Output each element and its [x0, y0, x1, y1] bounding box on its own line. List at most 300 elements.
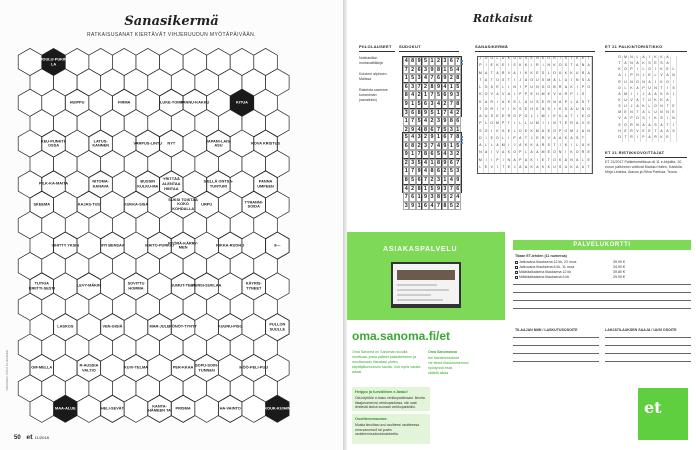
letter-cell: A	[647, 124, 653, 130]
sudoku-cell: 9	[443, 75, 447, 82]
letter-cell: L	[546, 72, 552, 79]
sudoku-cell: 3	[436, 118, 440, 125]
letter-cell: R	[569, 122, 575, 129]
letter-cell: R	[541, 144, 547, 151]
letter-cell: V	[581, 122, 587, 129]
section-rule	[359, 51, 395, 52]
letter-cell: E	[535, 72, 541, 79]
hex-clue: MAR-JULE	[149, 323, 170, 329]
section-palkintoristikko: ET 21 PALKINTORISTIKKO	[605, 44, 663, 49]
letter-cell: M	[478, 159, 484, 166]
letter-cell: I	[575, 86, 581, 93]
sudoku-cell: 4	[417, 126, 421, 133]
sudoku-cell: 5	[430, 109, 434, 116]
letter-cell: T	[552, 144, 558, 151]
subscriber-field[interactable]	[513, 345, 599, 346]
letter-cell: A	[495, 144, 501, 151]
letter-cell: K	[478, 93, 484, 100]
letter-cell: A	[478, 115, 484, 122]
sudoku-cell: 6	[404, 83, 408, 90]
sudoku-cell: 9	[411, 126, 415, 133]
gift-field[interactable]	[605, 337, 691, 338]
letter-cell: O	[617, 56, 623, 62]
letter-cell: K	[629, 87, 635, 93]
price-1: 39,90 €	[613, 260, 625, 264]
sudoku-solution-1	[402, 56, 462, 133]
letter-cell: J	[512, 144, 518, 151]
subscriber-field[interactable]	[513, 353, 599, 354]
letter-cell: A	[569, 137, 575, 144]
puzzle-credit: RISTIKKO: PÄIVI ILLIKAINEN	[5, 350, 9, 391]
letter-cell: T	[586, 101, 592, 108]
sudoku-cell: 3	[436, 176, 440, 183]
letter-cell: A	[535, 151, 541, 158]
letter-cell: O	[586, 86, 592, 93]
letter-cell: K	[558, 115, 564, 122]
sudoku-cell: 9	[430, 134, 434, 140]
letter-cell: I	[489, 159, 495, 166]
letter-cell: L	[518, 101, 524, 108]
letter-cell: L	[512, 130, 518, 137]
hex-clue: KÄYRIS-TYNEET	[245, 280, 262, 291]
letter-cell: T	[478, 108, 484, 115]
letter-cell: A	[665, 56, 671, 62]
sudoku-cell: 1	[456, 126, 460, 133]
letter-cell: T	[665, 105, 671, 111]
letter-cell: N	[653, 87, 659, 93]
order-option-3[interactable]: Määräaikaisena tilauksena 12 kk	[515, 270, 571, 275]
sudoku-cell: 8	[411, 58, 415, 64]
letter-cell: A	[635, 87, 641, 93]
letter-cell: E	[671, 105, 677, 111]
letter-cell: A	[495, 72, 501, 79]
letter-cell: K	[558, 159, 564, 166]
sudoku-cell: 4	[436, 142, 440, 149]
sudoku-cell: 5	[404, 134, 408, 140]
letter-cell: M	[541, 93, 547, 100]
sudoku-cell: 1	[443, 176, 447, 183]
gift-field[interactable]	[605, 353, 691, 354]
address-change-text: Muista ilmoittaa uusi osoitteesi osoitteessa oma.sanoma.fi tai postin osoitteenmuutoslomakkeella.	[355, 423, 420, 437]
letter-cell: L	[501, 86, 507, 93]
letter-cell: U	[518, 57, 524, 64]
letter-cell: R	[629, 124, 635, 130]
sudoku-cell: 6	[449, 159, 453, 166]
subscriber-field-label: TILAAJAN NIMI / LASKUTUSOSOITE	[515, 328, 578, 332]
gift-field[interactable]	[605, 361, 691, 362]
letter-cell: B	[552, 86, 558, 93]
letter-cell: L	[647, 105, 653, 111]
letter-cell: A	[647, 93, 653, 99]
letter-cell: E	[586, 159, 592, 166]
letter-cell: L	[569, 101, 575, 108]
sudoku-cell: 8	[411, 142, 415, 149]
letter-cell: K	[641, 62, 647, 68]
letter-cell: I	[495, 108, 501, 115]
letter-cell: H	[535, 93, 541, 100]
letter-cell: O	[552, 130, 558, 137]
price-2: 34,90 €	[613, 265, 625, 269]
sudoku-cell: 7	[456, 58, 460, 64]
letter-cell: A	[535, 144, 541, 151]
letter-cell: U	[529, 101, 535, 108]
letter-cell: U	[623, 81, 629, 87]
letter-cell: E	[489, 64, 495, 71]
letter-cell: N	[569, 159, 575, 166]
letter-cell: T	[635, 111, 641, 117]
sudoku-cell: 8	[449, 118, 453, 125]
letter-cell: N	[629, 62, 635, 68]
letter-cell: T	[489, 79, 495, 86]
letter-cell: M	[623, 56, 629, 62]
sudoku-cell: 4	[456, 66, 460, 73]
sudoku-cell: 8	[424, 126, 428, 133]
letter-cell: O	[558, 64, 564, 71]
letter-cell: I	[575, 115, 581, 122]
letter-cell: R	[489, 108, 495, 115]
sudoku-cell: 6	[456, 118, 460, 125]
letter-cell: E	[529, 93, 535, 100]
letter-cell: I	[569, 79, 575, 86]
sudoku-cell: 8	[404, 92, 408, 99]
hex-clue: FIRMA	[118, 99, 131, 105]
order-option-2[interactable]: Jatkuvana tilauksena 6 kk, 11 nroa	[515, 265, 574, 270]
letter-cell: I	[671, 124, 677, 130]
sudoku-cell: 3	[411, 159, 415, 166]
letter-cell: P	[563, 101, 569, 108]
letter-cell: N	[552, 122, 558, 129]
letter-cell: K	[581, 115, 587, 122]
sudoku-cell: 7	[417, 151, 421, 158]
letter-cell: E	[546, 130, 552, 137]
sudoku-cell: 9	[411, 202, 415, 209]
letter-cell: I	[671, 81, 677, 87]
sudoku-cell: 3	[443, 185, 447, 192]
letter-cell: O	[635, 117, 641, 123]
letter-cell: I	[635, 136, 641, 142]
sudoku-cell: 5	[443, 126, 447, 133]
letter-cell: A	[575, 166, 581, 173]
letter-cell: U	[575, 72, 581, 79]
sudoku-cell: 9	[404, 151, 408, 158]
letter-cell: P	[524, 86, 530, 93]
sudoku-cell: 3	[417, 134, 421, 140]
sudoku-cell: 5	[411, 75, 415, 82]
sudoku-cell: 4	[424, 118, 428, 125]
letter-cell: U	[495, 79, 501, 86]
letter-cell: O	[546, 57, 552, 64]
letter-cell: A	[524, 79, 530, 86]
hex-clue: JAPANI-LAIS-ASU	[205, 137, 232, 148]
letter-cell: T	[558, 122, 564, 129]
letter-cell: L	[524, 151, 530, 158]
letter-cell: K	[659, 68, 665, 74]
hex-clue: PANNA UMPEEN	[257, 178, 274, 189]
letter-cell: J	[629, 105, 635, 111]
letter-cell: R	[629, 136, 635, 142]
letter-cell: R	[535, 64, 541, 71]
letter-cell: L	[671, 68, 677, 74]
letter-cell: K	[641, 105, 647, 111]
letter-cell: S	[489, 115, 495, 122]
hex-clue: SIELLÄ ONTSA-TUNTURI	[203, 178, 234, 189]
hex-clue: MAA-ALUE	[54, 405, 76, 411]
sudoku-cell: 1	[436, 109, 440, 116]
letter-cell: K	[495, 64, 501, 71]
service-card	[513, 240, 691, 445]
sudoku-cell: 1	[404, 168, 408, 175]
sudoku-cell: 2	[411, 66, 415, 73]
letter-cell: A	[569, 108, 575, 115]
letter-cell: S	[535, 101, 541, 108]
sudoku-cell: 3	[443, 58, 447, 64]
letter-cell: I	[512, 79, 518, 86]
letter-cell: A	[586, 72, 592, 79]
service-card-title: PALVELUKORTTI	[513, 240, 691, 250]
sudoku-cell: 8	[456, 100, 460, 107]
letter-cell: A	[495, 93, 501, 100]
letter-cell: P	[518, 159, 524, 166]
sudoku-cell: 8	[417, 185, 421, 192]
letter-cell: E	[524, 108, 530, 115]
letter-cell: R	[581, 72, 587, 79]
letter-cell: I	[629, 93, 635, 99]
letter-cell: O	[647, 68, 653, 74]
sudoku-cell: 2	[449, 75, 453, 82]
letter-cell: I	[665, 87, 671, 93]
letter-cell: J	[512, 166, 518, 173]
letter-cell: S	[659, 117, 665, 123]
sudoku-cell: 8	[404, 176, 408, 183]
sudoku-cell: 3	[424, 142, 428, 149]
letter-cell: K	[529, 72, 535, 79]
letter-cell: T	[665, 124, 671, 130]
subscriber-field[interactable]	[513, 361, 599, 362]
hex-clue: TYRANNI-SOIDA	[244, 199, 264, 209]
letter-cell: E	[506, 166, 512, 173]
sudoku-cell: 6	[436, 168, 440, 175]
letter-cell: N	[535, 57, 541, 64]
letter-cell: E	[535, 108, 541, 115]
letter-cell: A	[478, 144, 484, 151]
letter-cell: K	[541, 166, 547, 173]
sudoku-cell: 6	[424, 202, 428, 209]
sudoku-cell: 5	[417, 100, 421, 107]
letter-cell: U	[558, 72, 564, 79]
sudoku-cell: 4	[424, 75, 428, 82]
letter-cell: I	[635, 93, 641, 99]
hex-clue: LUKE-TOIMI	[160, 99, 183, 105]
letter-cell: U	[563, 166, 569, 173]
letter-cell: R	[501, 72, 507, 79]
letter-cell: L	[635, 56, 641, 62]
letter-cell: E	[653, 62, 659, 68]
letter-cell: A	[558, 93, 564, 100]
letter-cell: O	[512, 115, 518, 122]
hex-clue: KOVA KRISTUS	[251, 140, 281, 146]
sudoku-cell: 3	[430, 194, 434, 201]
sudoku-cell: 7	[449, 100, 453, 107]
letter-cell: T	[581, 137, 587, 144]
letter-cell: I	[546, 115, 552, 122]
hex-clue: LASKOS	[57, 323, 74, 329]
letter-cell: U	[647, 87, 653, 93]
sudoku-cell: 1	[424, 185, 428, 192]
letter-cell: I	[569, 144, 575, 151]
letter-cell: A	[558, 101, 564, 108]
letter-cell: S	[524, 57, 530, 64]
hex-clue: HUIPPU	[69, 99, 85, 105]
address-change-box	[352, 414, 430, 444]
letter-cell: T	[546, 159, 552, 166]
letter-cell: K	[524, 64, 530, 71]
letter-cell: O	[484, 57, 490, 64]
letter-cell: S	[501, 79, 507, 86]
letter-cell: A	[575, 101, 581, 108]
hex-clue: SKEEMA	[33, 201, 51, 207]
sudoku-cell: 6	[417, 66, 421, 73]
letter-cell: A	[563, 86, 569, 93]
letter-cell: M	[569, 130, 575, 137]
sudoku-cell: 5	[417, 159, 421, 166]
hex-clue: VEN-GISIÄ	[102, 323, 123, 329]
letter-cell: S	[478, 130, 484, 137]
sudoku-cell: 8	[456, 75, 460, 82]
letter-cell: O	[524, 115, 530, 122]
letter-cell: U	[653, 111, 659, 117]
letter-cell: I	[489, 130, 495, 137]
letter-cell: I	[575, 93, 581, 100]
sudoku-cell: 6	[411, 109, 415, 116]
letter-cell: O	[586, 108, 592, 115]
letter-cell: I	[665, 117, 671, 123]
letter-cell: T	[501, 166, 507, 173]
letter-cell: A	[665, 74, 671, 80]
letter-cell: N	[659, 105, 665, 111]
section-sudokut: SUDOKUT	[399, 44, 421, 49]
letter-cell: V	[659, 74, 665, 80]
ad-url-link[interactable]: oma.sanoma.fi/et	[352, 329, 451, 343]
letter-cell: T	[506, 79, 512, 86]
section-ristikkovoittajat: ET 21 RISTIKKOVOITTAJAT	[605, 150, 665, 155]
hex-clue: KOUK-KUIHIN	[264, 405, 291, 411]
letter-cell: O	[653, 105, 659, 111]
letter-cell: A	[524, 166, 530, 173]
letter-cell: O	[665, 81, 671, 87]
letter-cell: N	[546, 64, 552, 71]
sudoku-cell: 6	[404, 142, 408, 149]
letter-cell: K	[659, 81, 665, 87]
answers-title: Ratkaisut	[473, 12, 533, 25]
sudoku-cell: 2	[449, 194, 453, 201]
letter-cell: V	[495, 151, 501, 158]
letter-cell: R	[563, 93, 569, 100]
letter-cell: I	[653, 81, 659, 87]
difficulty-dots	[461, 136, 463, 145]
sudoku-cell: 4	[404, 185, 408, 192]
order-option-1[interactable]: Jatkuvana tilauksena 12 kk, 22 nroa	[515, 260, 576, 265]
letter-cell: U	[623, 99, 629, 105]
sudoku-cell: 1	[411, 151, 415, 158]
sudoku-cell: 9	[449, 92, 453, 99]
letter-cell: T	[623, 136, 629, 142]
letter-cell: N	[665, 111, 671, 117]
sudoku-cell: 1	[424, 92, 428, 99]
sudoku-cell: 7	[436, 202, 440, 209]
ad-column-2	[428, 350, 498, 376]
letter-cell: T	[569, 57, 575, 64]
letter-cell: A	[512, 159, 518, 166]
letter-cell: P	[629, 117, 635, 123]
sudoku-cell: 2	[456, 202, 460, 209]
letter-cell: M	[535, 130, 541, 137]
letter-cell: A	[635, 62, 641, 68]
letter-cell: E	[552, 115, 558, 122]
letter-cell: I	[495, 166, 501, 173]
letter-cell: S	[512, 64, 518, 71]
hex-clue: JOULU-PUKIN LA	[40, 56, 67, 66]
sudoku-cell: 1	[449, 83, 453, 90]
letter-cell: I	[558, 144, 564, 151]
gift-field[interactable]	[605, 345, 691, 346]
letter-cell: S	[647, 62, 653, 68]
letter-cell: O	[484, 93, 490, 100]
letter-cell: S	[546, 144, 552, 151]
ad-item: vie tiedot tilausnumeroosi	[428, 361, 469, 366]
sudoku-cell: 6	[443, 92, 447, 99]
letter-cell: T	[569, 115, 575, 122]
hex-clue: PULLON SUULLE	[269, 321, 286, 332]
letter-cell: S	[581, 101, 587, 108]
letter-cell: A	[484, 151, 490, 158]
e-invoice-title: Helppo ja turvallinen e-lasku!	[355, 390, 408, 394]
letter-cell: P	[518, 93, 524, 100]
address-change-title: Osoitteenmuutos:	[355, 417, 388, 421]
letter-cell: A	[484, 79, 490, 86]
letter-cell: N	[671, 74, 677, 80]
letter-cell: A	[484, 72, 490, 79]
letter-cell: N	[506, 159, 512, 166]
sudoku-cell: 5	[449, 168, 453, 175]
letter-cell: A	[552, 137, 558, 144]
letter-cell: K	[617, 68, 623, 74]
letter-cell: E	[586, 151, 592, 158]
hex-clue: VIHITTY YKSIN	[51, 242, 80, 248]
letter-cell: E	[541, 159, 547, 166]
sudoku-cell: 1	[417, 194, 421, 201]
subscriber-field[interactable]	[513, 337, 599, 338]
letter-cell: O	[529, 79, 535, 86]
letter-cell: T	[489, 72, 495, 79]
laptop-illustration	[391, 262, 461, 308]
letter-cell: J	[641, 74, 647, 80]
sudoku-cell: 2	[404, 159, 408, 166]
letter-cell: I	[512, 93, 518, 100]
letter-cell: M	[495, 122, 501, 129]
sudoku-cell: 2	[456, 109, 460, 116]
letter-cell: K	[541, 57, 547, 64]
sudoku-cell: 1	[449, 142, 453, 149]
letter-cell: O	[489, 122, 495, 129]
letter-cell: U	[581, 166, 587, 173]
letter-cell: E	[495, 115, 501, 122]
order-option-4[interactable]: Määräaikaisena tilauksena 6 kk	[515, 275, 569, 280]
letter-cell: K	[653, 99, 659, 105]
letter-cell: P	[501, 122, 507, 129]
letter-cell: O	[484, 108, 490, 115]
magazine-logo: et	[26, 434, 33, 441]
letter-cell: A	[535, 166, 541, 173]
